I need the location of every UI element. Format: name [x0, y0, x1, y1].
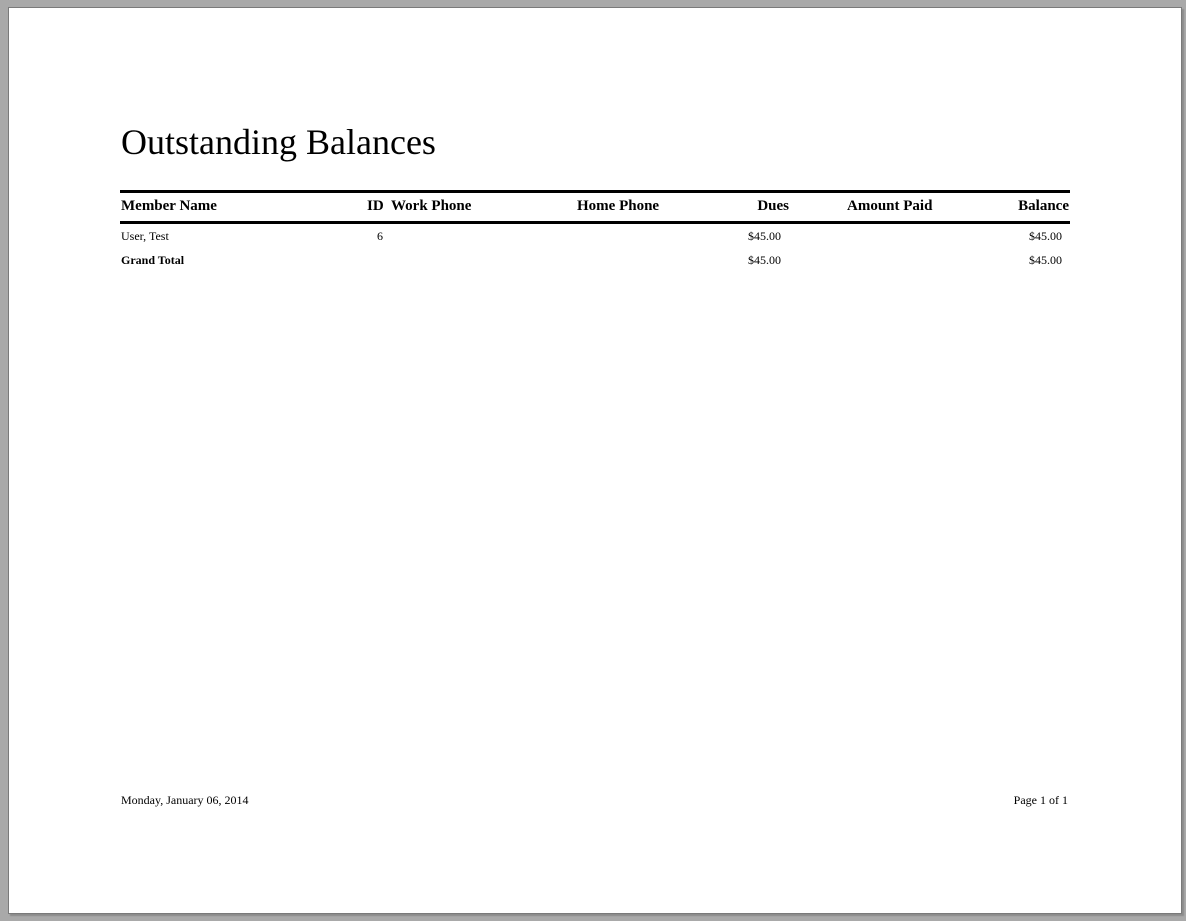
grand-total-dues: $45.00 [748, 253, 781, 267]
grand-total-balance: $45.00 [1029, 253, 1062, 267]
column-header-dues: Dues [757, 198, 789, 214]
header-bottom-rule [120, 221, 1070, 224]
row-id: 6 [377, 229, 383, 243]
report-title: Outstanding Balances [121, 122, 436, 162]
column-header-member-name: Member Name [121, 198, 217, 214]
grand-total-label: Grand Total [121, 253, 185, 267]
column-header-home-phone: Home Phone [577, 198, 660, 214]
row-member-name: User, Test [121, 229, 169, 243]
row-balance: $45.00 [1029, 229, 1062, 243]
column-header-balance: Balance [1018, 198, 1069, 214]
footer-page-number: Page 1 of 1 [1013, 793, 1068, 807]
footer-date: Monday, January 06, 2014 [121, 793, 249, 807]
header-top-rule [120, 190, 1070, 193]
column-header-amount-paid: Amount Paid [847, 198, 933, 214]
row-dues: $45.00 [748, 229, 781, 243]
report-page [8, 7, 1182, 914]
column-header-work-phone: Work Phone [391, 198, 472, 214]
column-header-id: ID [367, 198, 384, 214]
